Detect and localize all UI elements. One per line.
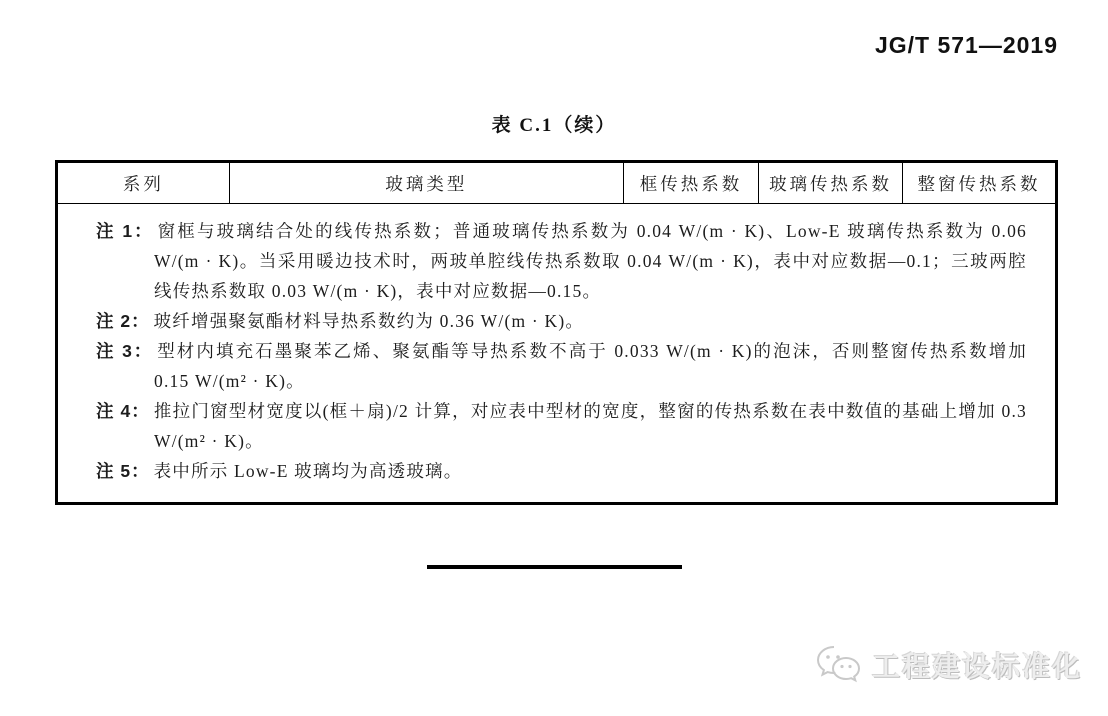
note-text: 玻纤增强聚氨酯材料导热系数约为 0.36 W/(m · K)。 — [153, 311, 585, 331]
note-item — [96, 336, 1027, 396]
note-label: 注 4： — [96, 401, 150, 421]
table-header-row — [57, 162, 1057, 204]
standard-number: JG/T 571—2019 — [874, 32, 1058, 58]
note-text: 表中所示 Low-E 玻璃均为高透玻璃。 — [153, 461, 463, 481]
note-item — [96, 216, 1027, 306]
note-label: 注 5： — [96, 461, 150, 481]
end-of-document-rule — [427, 565, 682, 569]
table-notes-row — [57, 204, 1057, 504]
note-item — [96, 456, 1027, 486]
column-header: 玻璃传热系数 — [759, 162, 903, 204]
table-title: 表 C.1（续） — [491, 115, 617, 136]
note-text: 窗框与玻璃结合处的线传热系数；普通玻璃传热系数为 0.04 W/(m · K)、Low-E 玻璃传热系数为 0.06 W/(m · K)。当采用暖边技术时，两玻单腔线传热系数取 0.04 W/(m · K)，表中对应数据—0.1；三玻两腔线传热系数取 0.03 W/(m · K)，表中对应数据—0.15。 — [154, 221, 1027, 301]
note-item — [96, 396, 1027, 456]
thermal-coefficient-table — [55, 160, 1058, 505]
column-header: 框传热系数 — [624, 162, 759, 204]
table-notes-cell — [57, 204, 1057, 504]
column-header: 整窗传热系数 — [903, 162, 1057, 204]
column-header: 系列 — [57, 162, 230, 204]
note-text: 型材内填充石墨聚苯乙烯、聚氨酯等导热系数不高于 0.033 W/(m · K)的泡沫，否则整窗传热系数增加 0.15 W/(m² · K)。 — [154, 341, 1027, 391]
note-item — [96, 306, 1027, 336]
note-label: 注 2： — [96, 311, 150, 331]
watermark-text: 工程建设标准化 — [871, 651, 1082, 682]
notes-list — [96, 216, 1027, 486]
publisher-watermark — [816, 644, 1082, 686]
note-text: 推拉门窗型材宽度以(框＋扇)/2 计算，对应表中型材的宽度，整窗的传热系数在表中数值的基础上增加 0.3 W/(m² · K)。 — [153, 401, 1027, 451]
note-label: 注 3： — [96, 341, 154, 361]
wechat-icon — [816, 644, 862, 686]
note-label: 注 1： — [96, 221, 154, 241]
column-header: 玻璃类型 — [229, 162, 623, 204]
